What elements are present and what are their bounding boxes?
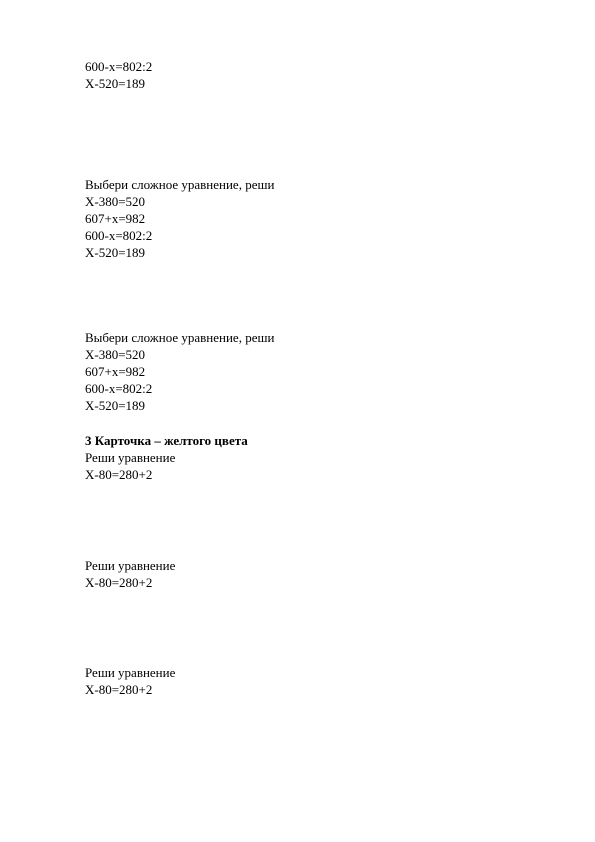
equation-line: Х-80=280+2 [85,467,153,482]
task-block-3 [85,329,274,414]
equation-line: Х-520=189 [85,398,146,413]
card-heading: 3 Карточка – желтого цвета [85,433,248,448]
task-block-2 [85,176,274,261]
task-instruction: Выбери сложное уравнение, реши [85,177,275,192]
equation-line: 607+х=982 [85,364,146,379]
equation-line: 607+х=982 [85,211,146,226]
equation-line: Х-380=520 [85,194,146,209]
equation-line: Х-380=520 [85,347,146,362]
equation-line: Х-520=189 [85,76,146,91]
equation-line: 600-х=802:2 [85,59,153,74]
equation-line: 600-х=802:2 [85,228,153,243]
task-block-6 [85,664,175,698]
task-instruction: Реши уравнение [85,558,176,573]
task-instruction: Реши уравнение [85,450,176,465]
equation-line: Х-80=280+2 [85,682,153,697]
task-instruction: Выбери сложное уравнение, реши [85,330,275,345]
equation-block-1 [85,58,152,92]
equation-line: Х-80=280+2 [85,575,153,590]
card-section [85,432,248,483]
task-block-5 [85,557,175,591]
equation-line: 600-х=802:2 [85,381,153,396]
task-instruction: Реши уравнение [85,665,176,680]
equation-line: Х-520=189 [85,245,146,260]
